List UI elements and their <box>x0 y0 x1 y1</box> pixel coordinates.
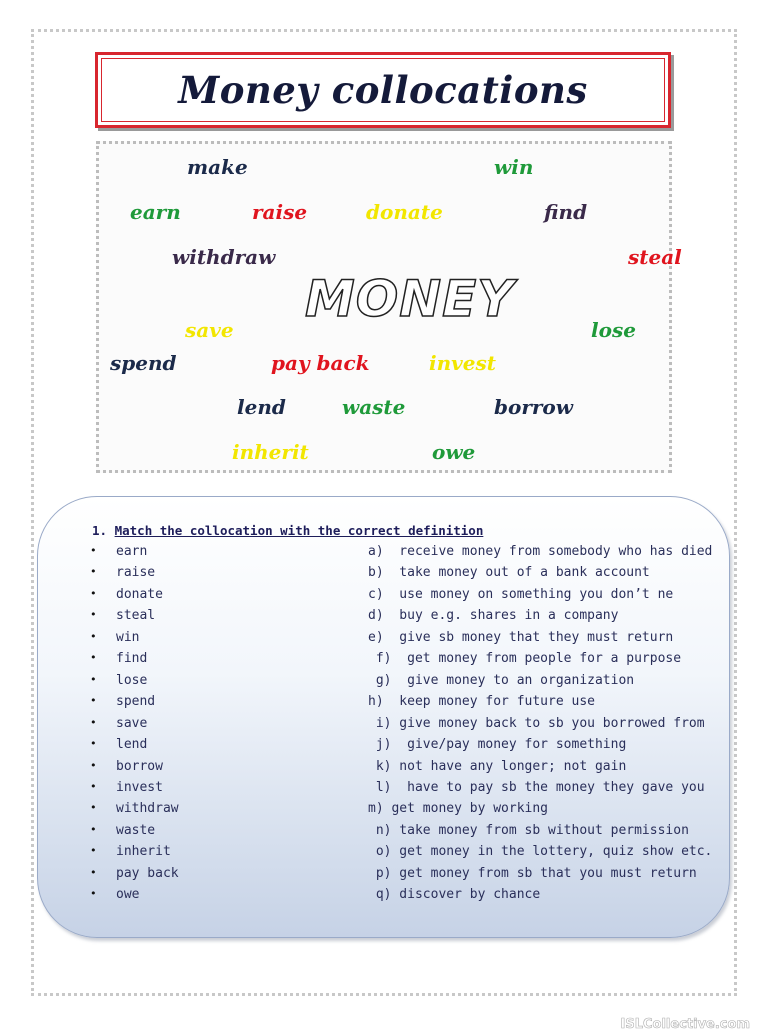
collocation-term: earn <box>116 544 148 559</box>
collocation-term: owe <box>116 887 140 903</box>
collocation-term: invest <box>116 779 163 795</box>
collocation-term: lose <box>116 672 148 688</box>
table-row <box>0 608 768 629</box>
cloud-word-invest: invest <box>429 351 496 375</box>
table-row <box>0 544 768 565</box>
collocation-definition: o) get money in the lottery, quiz show etc. <box>368 844 713 860</box>
bullet-icon: • <box>90 544 97 557</box>
cloud-word-waste: waste <box>342 395 406 419</box>
collocation-definition: p) get money from sb that you must return <box>368 865 697 881</box>
collocation-term: spend <box>116 694 156 710</box>
collocation-definition: c) use money on something you don’t ne <box>368 586 674 602</box>
cloud-word-steal: steal <box>628 245 682 269</box>
table-row <box>0 694 768 715</box>
cloud-word-lose: lose <box>591 318 636 342</box>
exercise-number: 1. <box>92 523 108 538</box>
cloud-word-donate: donate <box>366 200 443 224</box>
watermark: ISLCollective.com <box>620 1017 750 1032</box>
table-row <box>0 801 768 822</box>
table-row <box>0 565 768 586</box>
cloud-word-lend: lend <box>237 395 286 419</box>
bullet-icon: • <box>90 608 97 622</box>
cloud-word-win: win <box>494 155 534 179</box>
title-inner-frame <box>101 58 665 122</box>
collocation-term: withdraw <box>116 801 179 817</box>
collocation-term: find <box>116 651 148 667</box>
collocation-definition: i) give money back to sb you borrowed from <box>368 715 705 731</box>
bullet-icon: • <box>90 801 97 815</box>
collocation-term: pay back <box>116 865 179 881</box>
collocation-definition: m) get money by working <box>368 801 549 817</box>
title-box <box>95 52 671 128</box>
cloud-word-borrow: borrow <box>494 395 573 419</box>
bullet-icon: • <box>90 844 97 858</box>
collocation-term: inherit <box>116 844 171 860</box>
bullet-icon: • <box>90 779 97 793</box>
bullet-icon: • <box>90 737 97 751</box>
cloud-word-withdraw: withdraw <box>172 245 276 269</box>
collocation-definition: l) have to pay sb the money they gave you <box>368 779 705 795</box>
bullet-icon: • <box>90 586 97 600</box>
cloud-word-find: find <box>544 200 588 224</box>
table-row <box>0 651 768 672</box>
table-row <box>0 887 768 908</box>
cloud-center-money: MONEY <box>305 270 515 328</box>
collocation-term: win <box>116 629 140 645</box>
bullet-icon: • <box>90 565 97 579</box>
bullet-icon: • <box>90 672 97 686</box>
exercise-instruction <box>92 523 483 538</box>
exercise-instruction-text: Match the collocation with the correct definition <box>114 523 484 538</box>
table-row <box>0 587 768 608</box>
cloud-word-raise: raise <box>252 200 308 224</box>
table-row <box>0 866 768 887</box>
collocation-term: waste <box>116 822 156 838</box>
table-row <box>0 823 768 844</box>
cloud-word-inherit: inherit <box>232 440 309 464</box>
collocation-definition: h) keep money for future use <box>368 694 595 710</box>
bullet-icon: • <box>90 651 97 665</box>
table-row <box>0 844 768 865</box>
cloud-word-earn: earn <box>130 200 181 224</box>
cloud-word-pay-back: pay back <box>271 351 370 375</box>
cloud-word-save: save <box>185 318 234 342</box>
bullet-icon: • <box>90 887 97 901</box>
table-row <box>0 716 768 737</box>
collocation-term: borrow <box>116 758 163 774</box>
collocation-term: lend <box>116 737 148 753</box>
table-row <box>0 673 768 694</box>
collocation-term: raise <box>116 565 156 581</box>
cloud-word-spend: spend <box>110 351 177 375</box>
page-title: Money collocations <box>178 68 588 112</box>
collocation-definition: q) discover by chance <box>368 887 541 903</box>
collocation-definition: a) receive money from somebody who has died <box>368 544 713 559</box>
collocation-definition: b) take money out of a bank account <box>368 565 650 581</box>
collocation-definition: e) give sb money that they must return <box>368 629 674 645</box>
collocation-term: steal <box>116 608 156 624</box>
table-row <box>0 759 768 780</box>
bullet-icon: • <box>90 715 97 729</box>
collocation-definition: n) take money from sb without permission <box>368 822 689 838</box>
collocation-definition: f) get money from people for a purpose <box>368 651 682 667</box>
collocation-definition: k) not have any longer; not gain <box>368 758 627 774</box>
bullet-icon: • <box>90 629 97 643</box>
collocation-definition: g) give money to an organization <box>368 672 635 688</box>
table-row <box>0 737 768 758</box>
cloud-word-owe: owe <box>432 440 476 464</box>
table-row <box>0 630 768 651</box>
bullet-icon: • <box>90 865 97 879</box>
collocation-definition: d) buy e.g. shares in a company <box>368 608 619 624</box>
collocation-definition: j) give/pay money for something <box>368 737 627 753</box>
collocation-term: save <box>116 715 148 731</box>
bullet-icon: • <box>90 758 97 772</box>
table-row <box>0 780 768 801</box>
bullet-icon: • <box>90 694 97 708</box>
collocation-term: donate <box>116 586 163 602</box>
cloud-word-make: make <box>187 155 248 179</box>
bullet-icon: • <box>90 822 97 836</box>
